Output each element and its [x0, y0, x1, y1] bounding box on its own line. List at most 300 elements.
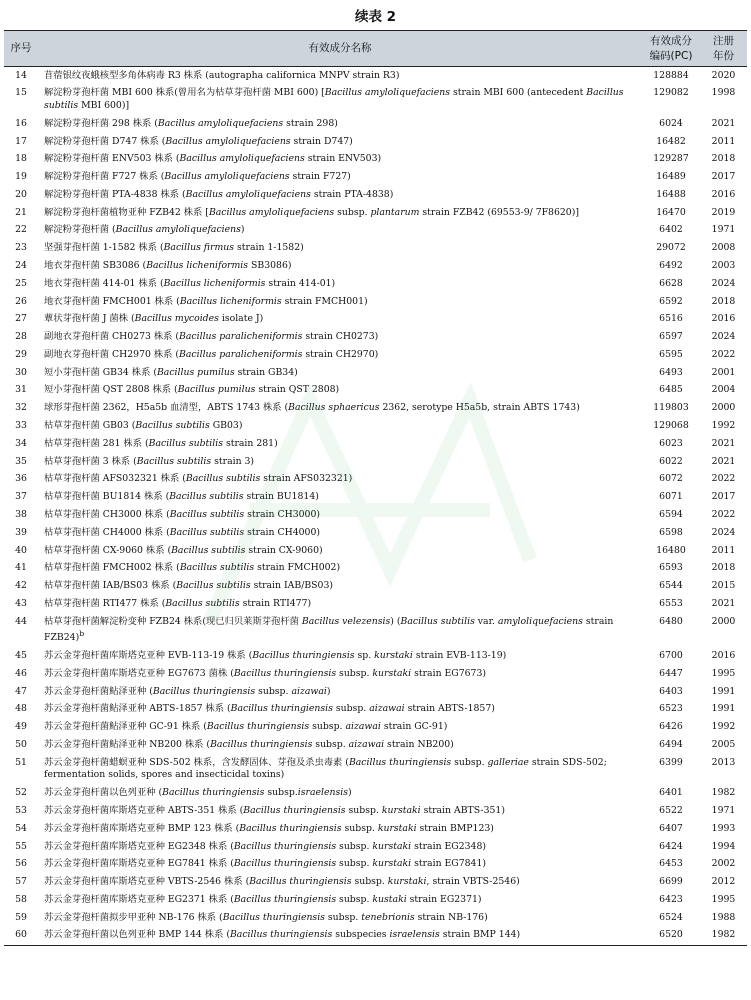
ingredient-name-cell	[38, 204, 642, 222]
scientific-name-text: Bacillus thuringiensis	[239, 822, 342, 834]
pc-code-cell: 6522	[659, 804, 683, 816]
ingredient-name-cell	[38, 683, 642, 701]
scientific-name-text: Bacillus subtilis	[135, 420, 210, 432]
name-text: 解淀粉芽孢杆菌 MBI 600 株系(曾用名为枯草芽孢杆菌 MBI 600) [	[44, 87, 325, 99]
ingredient-name-cell	[38, 151, 642, 169]
name-text: 苏云金芽孢杆菌库斯塔克亚种 EG2348 株系 (	[44, 840, 234, 852]
pc-code-cell: 6628	[659, 277, 683, 289]
serial-number-cell: 15	[15, 87, 27, 99]
name-text: strain NB-176)	[414, 911, 488, 923]
ingredient-name-cell	[38, 293, 642, 311]
name-text: subsp.	[332, 703, 370, 715]
scientific-name-text: Bacillus thuringiensis	[229, 929, 333, 941]
serial-number-cell: 31	[15, 384, 27, 396]
table-row	[4, 754, 747, 784]
registration-year-cell: 2017	[711, 171, 736, 183]
ingredient-name-cell	[38, 927, 642, 945]
registration-year-cell: 2015	[711, 580, 736, 592]
scientific-name-text: Bacillus paralicheniformis	[179, 348, 303, 360]
table-row	[4, 719, 747, 737]
scientific-name-text: Bacillus thuringiensis	[210, 739, 313, 750]
registration-year-cell: 1994	[711, 840, 736, 852]
serial-number-cell: 42	[15, 580, 27, 592]
name-text: 苏云金芽孢杆菌库斯塔克亚种 EG7841 株系 (	[44, 858, 234, 870]
pc-code-cell: 129287	[653, 153, 689, 165]
name-text: strain FZB42 (69553-9/ 7F8620)]	[419, 206, 579, 218]
name-text: 地衣芽孢杆菌 414-01 株系 (	[44, 277, 164, 289]
name-text: strain EG7841)	[411, 858, 487, 870]
scientific-name-text: Bacillus subtilis	[176, 580, 251, 592]
name-text: subsp.	[351, 876, 388, 888]
scientific-name-text: Bacillus thuringiensis	[243, 804, 346, 816]
registration-year-cell: 2021	[711, 437, 736, 449]
scientific-name-text: Bacillus subtilis	[400, 615, 475, 627]
table-row	[4, 67, 747, 85]
name-text: subsp.	[255, 685, 292, 697]
name-text: 枯草芽孢杆菌 AFS032321 株系 (	[44, 473, 186, 485]
pc-code-cell: 6700	[659, 650, 683, 662]
serial-number-cell: 40	[15, 544, 27, 556]
table-row	[4, 856, 747, 874]
name-text: 解淀粉芽孢杆菌 PTA-4838 株系 (	[44, 188, 186, 200]
registration-year-cell: 2005	[711, 739, 736, 750]
pc-code-cell: 6553	[659, 597, 683, 609]
name-text: subsp.	[451, 756, 488, 768]
ingredient-name-cell	[38, 891, 642, 909]
scientific-name-text: Bacillus subtilis	[179, 562, 255, 574]
serial-number-cell: 58	[15, 893, 27, 905]
ingredient-name-cell	[38, 85, 642, 115]
scientific-name-text: Bacillus thuringiensis	[252, 650, 355, 662]
scientific-name-text: Bacillus pumilus	[156, 366, 235, 378]
pc-code-cell: 6024	[659, 117, 683, 129]
pc-code-cell: 6447	[659, 667, 683, 679]
registration-year-cell: 2011	[711, 544, 736, 556]
pc-code-cell: 6480	[659, 615, 683, 627]
name-text: 解淀粉芽孢杆菌 D747 株系 (	[44, 135, 166, 147]
serial-number-cell: 57	[15, 876, 27, 888]
name-text: subsp.	[336, 858, 373, 870]
pc-code-cell: 6402	[659, 224, 683, 236]
table-row	[4, 927, 747, 945]
scientific-name-text: kurstaki	[372, 667, 412, 679]
table-row	[4, 785, 747, 803]
name-text: subsp.	[336, 667, 373, 679]
name-text: strain CX-9060)	[245, 544, 323, 556]
pc-code-cell: 6423	[659, 893, 683, 905]
header-pc-code	[642, 31, 700, 67]
registration-year-cell: 2020	[711, 69, 736, 81]
scientific-name-text: Bacillus thuringiensis	[162, 787, 265, 799]
name-text: strain BMP123)	[416, 822, 494, 834]
serial-number-cell: 19	[15, 171, 27, 183]
registration-year-cell: 2022	[711, 508, 736, 520]
ingredient-name-cell	[38, 186, 642, 204]
name-text: 苏云金芽孢杆菌鲇泽亚种 NB200 株系 (	[44, 739, 211, 750]
pc-code-cell: 6592	[659, 295, 683, 307]
name-text: 枯草芽孢杆菌 CH4000 株系 (	[44, 526, 170, 538]
pc-code-cell: 6494	[659, 739, 683, 750]
table-row	[4, 240, 747, 258]
name-text: subsp.	[334, 206, 371, 218]
name-text: strain FMCH002)	[254, 562, 341, 574]
ingredient-name-cell	[38, 856, 642, 874]
serial-number-cell: 26	[15, 295, 27, 307]
ingredient-name-cell	[38, 665, 642, 683]
pc-code-cell: 6598	[659, 526, 683, 538]
registration-year-cell: 1995	[711, 667, 736, 679]
scientific-name-text: Bacillus licheniformis	[146, 260, 249, 271]
name-text: sp.	[354, 650, 375, 662]
registration-year-cell: 1982	[711, 787, 736, 799]
name-text: subsp.	[324, 911, 362, 923]
scientific-name-text: Bacillus pumilus	[177, 384, 256, 396]
footnote-marker: b	[79, 629, 85, 639]
name-text: )	[326, 685, 331, 697]
ingredient-name-cell	[38, 838, 642, 856]
header-year-line2: 年份	[713, 49, 734, 62]
serial-number-cell: 36	[15, 473, 27, 485]
pc-code-cell: 29072	[656, 242, 686, 254]
pc-code-cell: 6072	[659, 473, 683, 485]
pc-code-cell: 6593	[659, 562, 683, 574]
name-text: 枯草芽孢杆菌 CH3000 株系 (	[44, 508, 170, 520]
name-text: subspecies	[332, 929, 390, 941]
serial-number-cell: 30	[15, 366, 27, 378]
table-row	[4, 133, 747, 151]
serial-number-cell: 17	[15, 135, 27, 147]
name-text: 苏云金芽孢杆菌以色列亚种 (	[44, 787, 163, 799]
serial-number-cell: 51	[15, 756, 27, 768]
registration-year-cell: 2018	[711, 153, 736, 165]
registration-year-cell: 2016	[711, 188, 736, 200]
name-text: 苏云金芽孢杆菌库斯塔克亚种 VBTS-2546 株系 (	[44, 876, 250, 888]
pc-code-cell: 6403	[659, 685, 683, 697]
ingredient-name-cell	[38, 67, 642, 85]
name-text: 地衣芽孢杆菌 SB3086 (	[44, 260, 147, 271]
name-text: ) (	[390, 615, 401, 627]
pc-code-cell: 6023	[659, 437, 683, 449]
pc-code-cell: 6426	[659, 721, 683, 733]
registration-year-cell: 2013	[711, 756, 736, 768]
name-text: strain QST 2808)	[255, 384, 340, 396]
table-row	[4, 275, 747, 293]
name-text: 解淀粉芽孢杆菌 ENV503 株系 (	[44, 153, 180, 165]
name-text: 枯草芽孢杆菌 FMCH002 株系 (	[44, 562, 180, 574]
name-text: strain 3)	[211, 455, 255, 467]
ingredient-name-cell	[38, 311, 642, 329]
pc-code-cell: 16489	[656, 171, 686, 183]
name-text: strain AFS032321)	[260, 473, 353, 485]
scientific-name-text: Bacillus subtilis	[136, 455, 212, 467]
name-text: subsp.	[336, 893, 373, 905]
name-text: subsp.	[264, 787, 298, 799]
scientific-name-text: kurstaki	[372, 858, 412, 870]
pc-code-cell: 6022	[659, 455, 683, 467]
pc-code-cell: 6516	[659, 313, 683, 325]
name-text: strain 1-1582)	[234, 242, 304, 254]
ingredient-name-cell	[38, 754, 642, 784]
ingredient-name-cell	[38, 329, 642, 347]
pc-code-cell: 6492	[659, 260, 683, 271]
ingredient-name-cell	[38, 701, 642, 719]
registration-year-cell: 1971	[711, 224, 736, 236]
table-row	[4, 85, 747, 115]
ingredient-name-cell	[38, 257, 642, 275]
name-text: strain IAB/BS03)	[250, 580, 333, 592]
name-text: subsp.	[312, 739, 349, 750]
serial-number-cell: 29	[15, 348, 27, 360]
pc-code-cell: 6399	[659, 756, 683, 768]
scientific-name-text: Bacillus velezensis	[301, 615, 391, 627]
pc-code-cell: 6594	[659, 508, 683, 520]
name-text: subsp.	[341, 822, 378, 834]
scientific-name-text: Bacillus thuringiensis	[233, 667, 337, 679]
serial-number-cell: 33	[15, 420, 27, 432]
serial-number-cell: 60	[4, 927, 38, 945]
name-text: strain GB34)	[234, 366, 298, 378]
registration-year-cell: 2000	[711, 402, 736, 414]
serial-number-cell: 47	[15, 685, 27, 697]
serial-number-cell: 59	[15, 911, 27, 923]
serial-number-cell: 45	[15, 650, 27, 662]
ingredient-name-cell	[38, 909, 642, 927]
registration-year-cell: 2011	[711, 135, 736, 147]
name-text: strain ABTS-351)	[420, 804, 505, 816]
table-row	[4, 311, 747, 329]
serial-number-cell: 55	[15, 840, 27, 852]
serial-number-cell: 49	[15, 721, 27, 733]
name-text: 苏云金芽孢杆菌蜡螟亚种 SDS-502 株系，含发酵固体、芽孢及杀虫毒素 (	[44, 756, 349, 768]
registration-year-cell: 2022	[711, 348, 736, 360]
name-text: 枯草芽孢杆菌 3 株系 (	[44, 455, 137, 467]
table-row	[4, 909, 747, 927]
registration-year-cell: 1992	[711, 420, 736, 432]
ingredient-name-cell	[38, 275, 642, 293]
table-row	[4, 204, 747, 222]
registration-year-cell: 2024	[711, 277, 736, 289]
scientific-name-text: aizawai	[369, 703, 405, 715]
scientific-name-text: Bacillus amyloliquefaciens	[164, 171, 290, 183]
name-text: subsp.	[345, 804, 382, 816]
scientific-name-text: Bacillus thuringiensis	[348, 756, 452, 768]
name-text: MBI 600)]	[78, 99, 130, 111]
name-text: 解淀粉芽孢杆菌 298 株系 (	[44, 117, 158, 129]
serial-number-cell: 34	[15, 437, 27, 449]
scientific-name-text: kurstaki	[381, 804, 421, 816]
ingredient-name-cell	[38, 133, 642, 151]
scientific-name-text: Bacillus thuringiensis	[233, 893, 337, 905]
registration-year-cell: 2002	[711, 858, 736, 870]
scientific-name-text: kustaki	[372, 893, 407, 905]
name-text: 苏云金芽孢杆菌以色列亚种 BMP 144 株系 (	[44, 929, 230, 941]
ingredient-name-cell	[38, 785, 642, 803]
name-text: strain D747)	[290, 135, 353, 147]
serial-number-cell: 54	[15, 822, 27, 834]
pc-code-cell: 128884	[653, 69, 689, 81]
serial-number-cell: 20	[15, 188, 27, 200]
name-text: 苏云金芽孢杆菌鲇泽亚种 GC-91 株系 (	[44, 721, 207, 733]
table-row	[4, 169, 747, 187]
ingredient-name-cell	[38, 873, 642, 891]
pc-code-cell: 6699	[659, 876, 683, 888]
name-text: strain CH3000)	[244, 508, 320, 520]
scientific-name-text: Bacillus subtilis	[169, 508, 245, 520]
serial-number-cell: 37	[15, 491, 27, 503]
scientific-name-text: Bacillus firmus	[163, 242, 235, 254]
table-row	[4, 186, 747, 204]
scientific-name-text: Bacillus thuringiensis	[230, 703, 333, 715]
scientific-name-text: aizawai	[291, 685, 327, 697]
pc-code-cell: 6597	[659, 331, 683, 343]
pc-code-cell: 6453	[659, 858, 683, 870]
ingredient-name-cell	[38, 240, 642, 258]
name-text: subsp.	[309, 721, 346, 733]
name-text: 解淀粉芽孢杆菌 F727 株系 (	[44, 171, 165, 183]
serial-number-cell: 46	[15, 667, 27, 679]
name-text: 枯草芽孢杆菌 CX-9060 株系 (	[44, 544, 172, 556]
registration-year-cell: 1991	[711, 685, 736, 697]
name-text: strain EVB-113-19)	[412, 650, 507, 662]
registration-year-cell: 2024	[711, 526, 736, 538]
name-text: 苏云金芽孢杆菌拟步甲亚种 NB-176 株系 (	[44, 911, 223, 923]
name-text: 短小芽孢杆菌 QST 2808 株系 (	[44, 384, 178, 396]
name-text: strain 281)	[222, 437, 278, 449]
serial-number-cell: 48	[15, 703, 27, 715]
header-serial-number: 序号	[4, 31, 38, 67]
watermark-logo	[190, 360, 550, 660]
pc-code-cell: 6485	[659, 384, 683, 396]
name-text: 枯草芽孢杆菌 281 株系 (	[44, 437, 149, 449]
name-text: 苏云金芽孢杆菌鲇泽亚种 ABTS-1857 株系 (	[44, 703, 231, 715]
pc-code-cell: 6493	[659, 366, 683, 378]
serial-number-cell: 18	[15, 153, 27, 165]
registration-year-cell: 2018	[711, 562, 736, 574]
name-text: )	[347, 787, 352, 799]
registration-year-cell: 2016	[711, 313, 736, 325]
scientific-name-text: Bacillus subtilis	[165, 597, 240, 609]
ingredient-name-cell	[38, 820, 642, 838]
registration-year-cell: 2021	[711, 117, 736, 129]
scientific-name-text: Bacillus subtilis	[169, 491, 244, 503]
header-ingredient-name: 有效成分名称	[38, 31, 642, 67]
pc-code-cell: 6407	[659, 822, 683, 834]
scientific-name-text: aizawai	[345, 721, 381, 733]
ingredient-name-cell	[38, 222, 642, 240]
name-text: 蕈状芽孢杆菌 J 菌株 (	[44, 313, 135, 325]
scientific-name-text: Bacillus amyloliquefaciens	[115, 224, 241, 236]
name-text: strain CH2970)	[302, 348, 379, 360]
scientific-name-text: Bacillus amyloliquefaciens	[185, 188, 311, 200]
scientific-name-text: Bacillus thuringiensis	[233, 840, 337, 852]
name-text: strain CH0273)	[302, 331, 379, 343]
table-row	[4, 736, 747, 754]
name-text: 苏云金芽孢杆菌库斯塔克亚种 ABTS-351 株系 (	[44, 804, 244, 816]
pc-code-cell: 6523	[659, 703, 683, 715]
name-text: strain BMP 144)	[439, 929, 521, 941]
serial-number-cell: 41	[15, 562, 27, 574]
table-title: 续表 2	[354, 9, 397, 25]
scientific-name-text: plantarum	[370, 206, 420, 218]
ingredient-name-cell	[38, 802, 642, 820]
scientific-name-text: amyloliquefaciens	[497, 615, 583, 627]
table-row	[4, 665, 747, 683]
serial-number-cell: 43	[15, 597, 27, 609]
registration-year-cell: 2021	[711, 455, 736, 467]
registration-year-cell: 1993	[711, 822, 736, 834]
registration-year-cell: 1971	[711, 804, 736, 816]
scientific-name-text: Bacillus amyloliquefaciens	[165, 135, 291, 147]
scientific-name-text: kurstaki	[372, 840, 412, 852]
serial-number-cell: 21	[15, 206, 27, 218]
name-text: SB3086)	[248, 260, 292, 271]
table-row	[4, 873, 747, 891]
scientific-name-text: Bacillus subtilis	[148, 437, 223, 449]
name-text: strain FMCH001)	[281, 295, 368, 307]
registration-year-cell: 1998	[711, 87, 736, 99]
name-text: 枯草芽孢杆菌 RTI477 株系 (	[44, 597, 166, 609]
registration-year-cell: 2001	[711, 366, 736, 378]
table-row	[4, 329, 747, 347]
scientific-name-text: Bacillus thuringiensis	[206, 721, 310, 733]
scientific-name-text: tenebrionis	[361, 911, 415, 923]
name-text: 球形芽孢杆菌 2362，H5a5b 血清型，ABTS 1743 株系 (	[44, 402, 289, 414]
pc-code-cell: 6524	[659, 911, 683, 923]
name-text: strain BU1814)	[243, 491, 319, 503]
registration-year-cell: 2004	[711, 384, 736, 396]
pc-code-cell: 6520	[642, 927, 700, 945]
name-text: strain PTA-4838)	[310, 188, 394, 200]
scientific-name-text: kurstaki	[387, 876, 427, 888]
name-text: 解淀粉芽孢杆菌植物亚种 FZB42 株系 [	[44, 206, 209, 218]
table-row	[4, 115, 747, 133]
scientific-name-text: Bacillus subtilis	[44, 87, 624, 111]
registration-year-cell: 2012	[711, 876, 736, 888]
registration-year-cell: 2017	[711, 491, 736, 503]
pc-code-cell: 119803	[653, 402, 689, 414]
registration-year-cell: 2016	[711, 650, 736, 662]
pc-code-cell: 6595	[659, 348, 683, 360]
name-text: strain FZB24)	[44, 615, 614, 644]
registration-year-cell: 2019	[711, 206, 736, 218]
name-text: strain CH4000)	[244, 526, 320, 538]
serial-number-cell: 24	[15, 260, 27, 271]
serial-number-cell: 35	[15, 455, 27, 467]
table-row	[4, 891, 747, 909]
serial-number-cell: 39	[15, 526, 27, 538]
scientific-name-text: Bacillus amyloliquefaciens	[179, 153, 305, 165]
registration-year-cell: 1991	[711, 703, 736, 715]
pc-code-cell: 129082	[653, 87, 689, 99]
scientific-name-text: Bacillus amyloliquefaciens	[157, 117, 284, 129]
registration-year-cell: 2003	[711, 260, 736, 271]
name-text: strain 298)	[283, 117, 338, 129]
name-text: strain EG7673)	[411, 667, 487, 679]
registration-year-cell: 1982	[700, 927, 747, 945]
registration-year-cell: 2022	[711, 473, 736, 485]
name-text: strain ABTS-1857)	[404, 703, 495, 715]
pc-code-cell: 16470	[656, 206, 686, 218]
scientific-name-text: galleriae	[487, 756, 529, 768]
serial-number-cell: 28	[15, 331, 27, 343]
scientific-name-text: Bacillus licheniformis	[163, 277, 266, 289]
ingredient-name-cell	[38, 115, 642, 133]
serial-number-cell: 25	[15, 277, 27, 289]
registration-year-cell: 2024	[711, 331, 736, 343]
scientific-name-text: kurstaki	[377, 822, 417, 834]
name-text: strain RTI477)	[239, 597, 312, 609]
pc-code-cell: 16480	[656, 544, 686, 556]
